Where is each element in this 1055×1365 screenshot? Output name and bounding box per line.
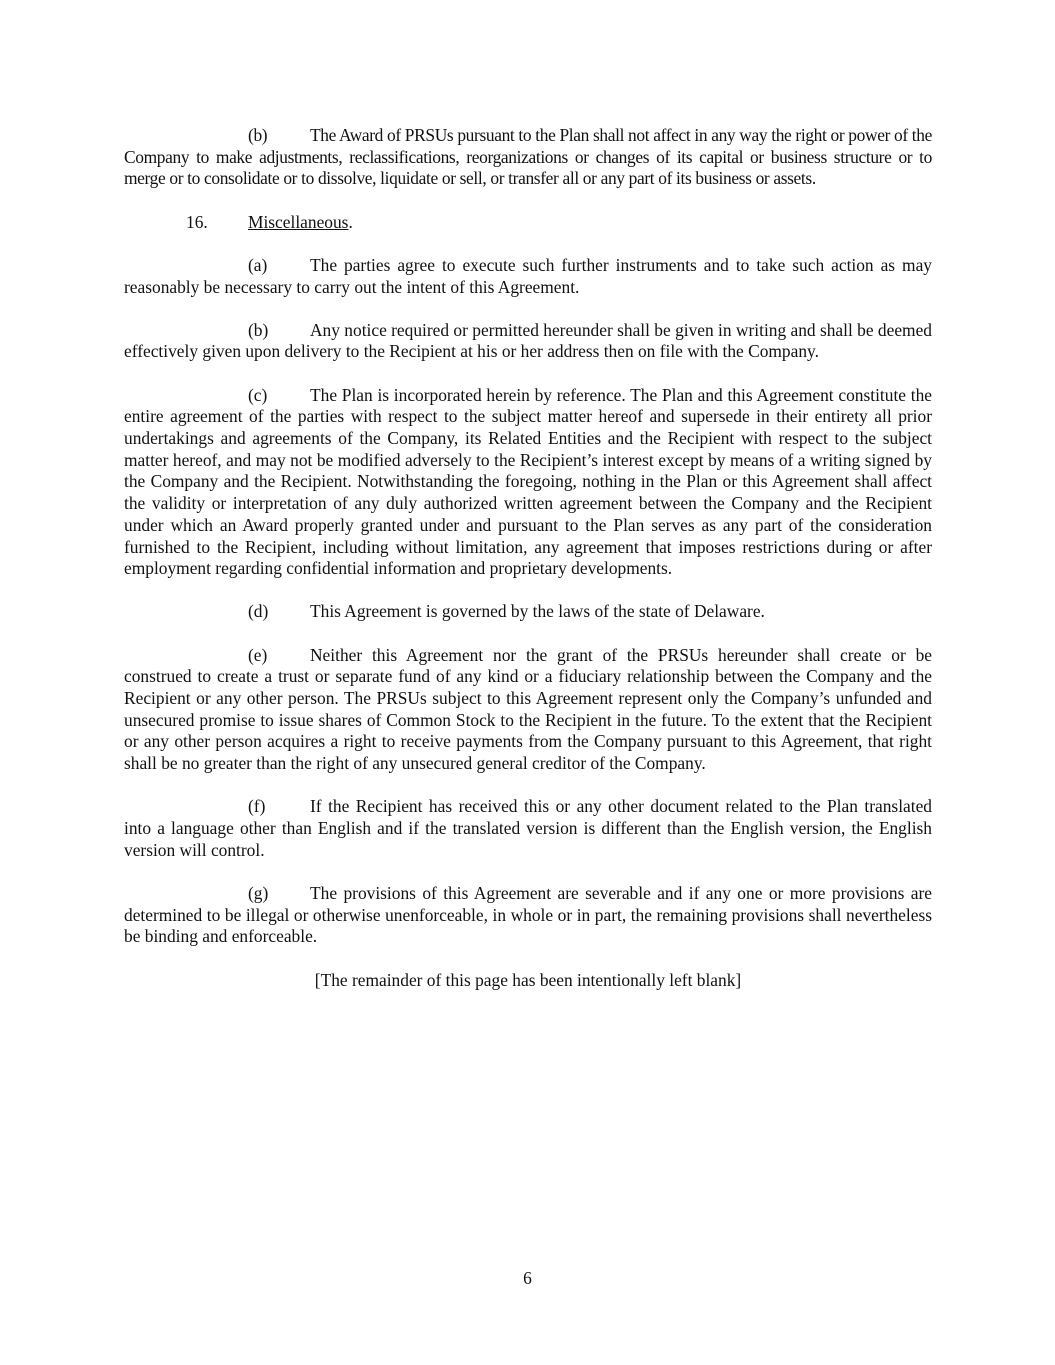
section-number: 16. (186, 211, 208, 232)
paragraph-b (124, 320, 932, 363)
paragraph-d (124, 601, 932, 623)
section-heading (124, 212, 932, 234)
paragraph-text: The provisions of this Agreement are severable and if any one or more provisions are determined to be illegal or otherwise unenforceable, in whole or in part, the remaining provisions shall nevertheless be binding and enforceable. (124, 882, 932, 947)
section-title: Miscellaneous (248, 211, 349, 232)
paragraph-f (124, 796, 932, 861)
paragraph-text: This Agreement is governed by the laws of the state of Delaware. (310, 601, 765, 622)
paragraph-text: The Plan is incorporated herein by reference. The Plan and this Agreement constitute the entire agreement of the parties with respect to the subject matter hereof and supersede in their entirety all prior undertakings and agreements of the Company, its Related Entities and the Recipient with respect to the subject matter hereof, and may not be modified adversely to the Recipient’s interest except by means of a writing signed by the Company and the Recipient. Notwithstanding the foregoing, nothing in the Plan or this Agreement shall affect the validity or interpretation of any duly authorized written agreement between the Company and the Recipient under which an Award properly granted under and pursuant to the Plan serves as any part of the consideration furnished to the Recipient, including without limitation, any agreement that imposes restrictions during or after employment regarding confidential information and proprietary developments. (124, 384, 932, 579)
paragraph-text: The Award of PRSUs pursuant to the Plan shall not affect in any way the right or power of the Company to make adjustments, reclassifications, reorganizations or changes of its capital or business structure or to merge or to consolidate or to dissolve, liquidate or sell, or transfer all or any part of its business or assets. (124, 125, 932, 189)
paragraph-text: The parties agree to execute such further instruments and to take such action as may reasonably be necessary to carry out the intent of this Agreement. (124, 254, 932, 297)
paragraph-marker: (a) (248, 254, 268, 275)
paragraph-e (124, 645, 932, 775)
paragraph-a (124, 255, 932, 298)
paragraph-marker: (e) (248, 644, 268, 665)
paragraph-text: Any notice required or permitted hereunder shall be given in writing and shall be deemed effectively given upon delivery to the Recipient at his or her address then on file with the Company. (124, 319, 932, 362)
paragraph-marker: (f) (248, 796, 266, 817)
paragraph-marker: (d) (248, 601, 269, 622)
paragraph-marker: (b) (248, 125, 268, 145)
paragraph-c (124, 385, 932, 580)
paragraph-text: Neither this Agreement nor the grant of the PRSUs hereunder shall create or be construed to create a trust or separate fund of any kind or a fiduciary relationship between the Company and the Recipient or any other person. The PRSUs subject to this Agreement represent only the Company’s unfunded and unsecured promise to issue shares of Common Stock to the Recipient in the future. To the extent that the Recipient or any other person acquires a right to receive payments from the Company pursuant to this Agreement, that right shall be no greater than the right of any unsecured general creditor of the Company. (124, 644, 932, 774)
paragraph-g (124, 883, 932, 948)
document-page (124, 125, 932, 991)
paragraph-intro-b (124, 125, 932, 190)
closing-note: [The remainder of this page has been intentionally left blank] (314, 969, 742, 990)
section-title-suffix: . (348, 211, 353, 232)
page-number: 6 (523, 1268, 532, 1288)
paragraph-marker: (c) (248, 384, 268, 405)
paragraph-marker: (b) (248, 319, 269, 340)
paragraph-text: If the Recipient has received this or any other document related to the Plan translated into a language other than English and if the translated version is different than the English version, the English version will control. (124, 796, 932, 860)
paragraph-marker: (g) (248, 882, 269, 903)
